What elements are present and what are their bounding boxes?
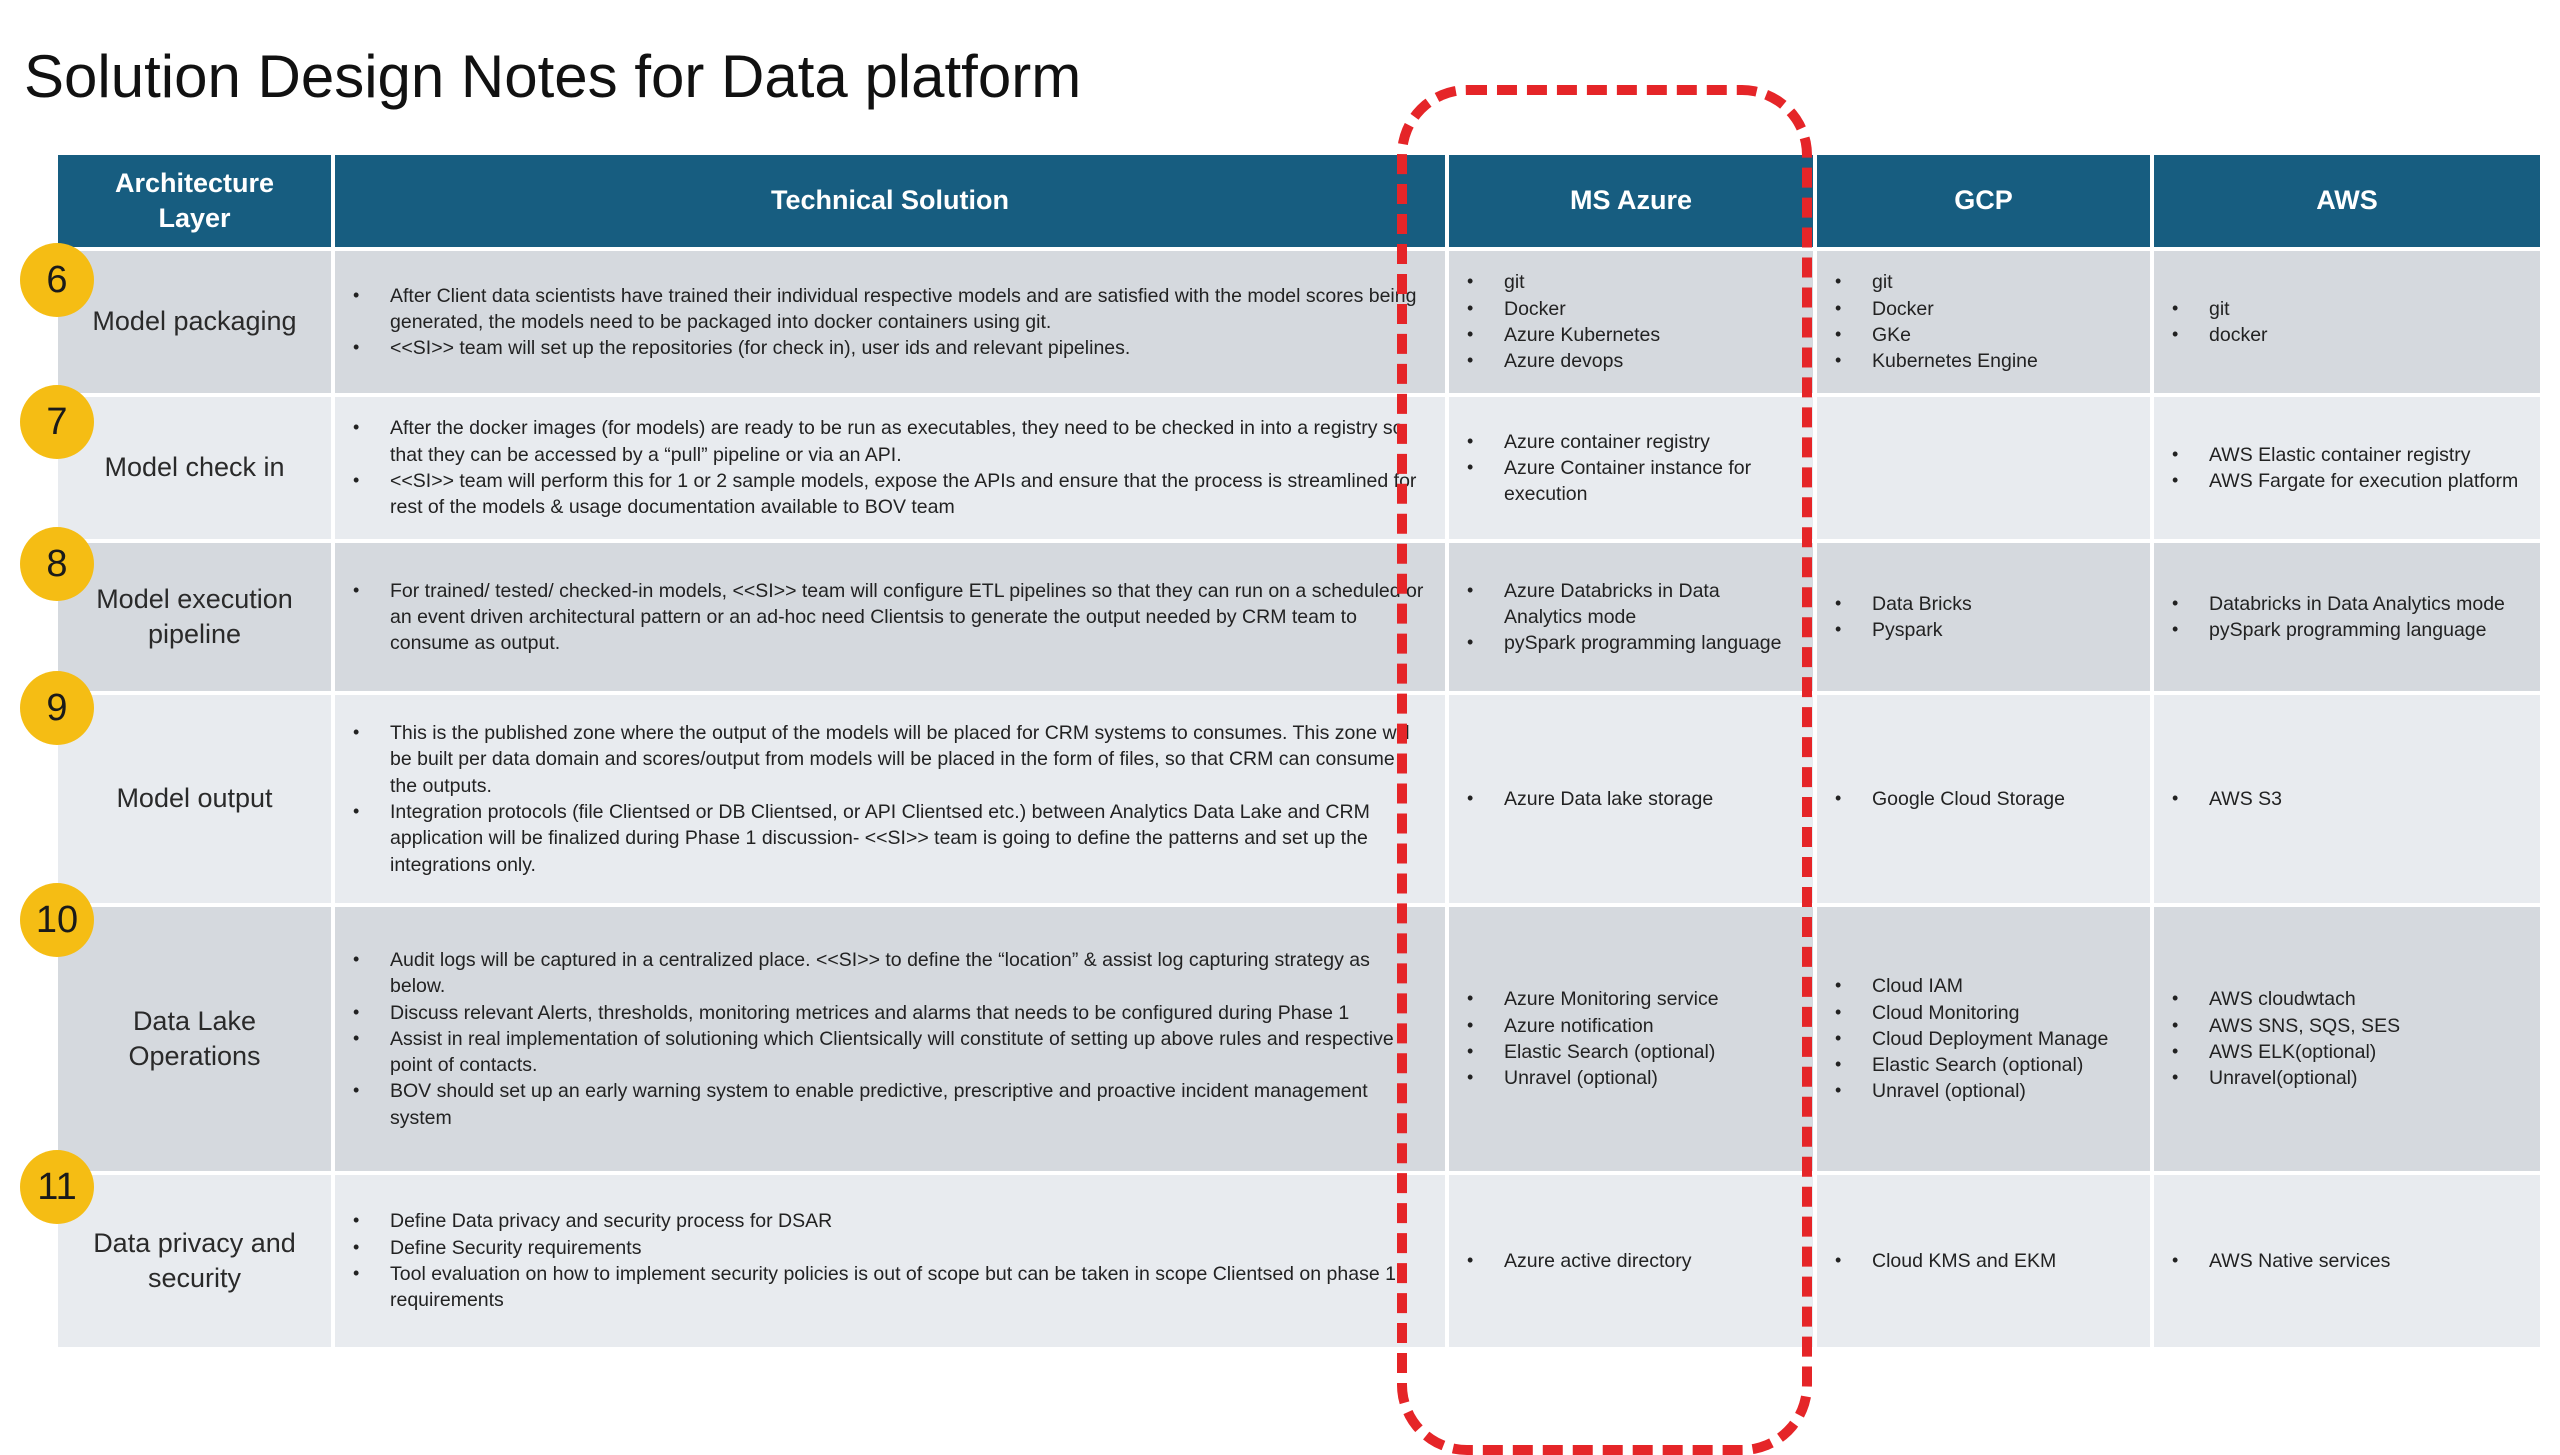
- aws-bullet-list: [2154, 296, 2288, 349]
- step-number-badge: 7: [20, 385, 94, 459]
- bullet-item: • Docker: [1872, 296, 2038, 322]
- bullet-item: • Azure Container instance for execution: [1504, 455, 1793, 508]
- aws-cell: [2154, 543, 2540, 691]
- aws-cell: [2154, 251, 2540, 393]
- bullet-item: • After the docker images (for models) are ready to be run as executables, they need to be checked in into a registry so that they can be accessed by a “pull” pipeline or via an API.: [390, 415, 1425, 468]
- bullet-item: • Docker: [1504, 296, 1660, 322]
- step-number-badge: 9: [20, 671, 94, 745]
- header-ms-azure: MS Azure: [1449, 155, 1813, 247]
- bullet-item: • <<SI>> team will set up the repositories (for check in), user ids and relevant pipelines.: [390, 335, 1425, 361]
- bullet-item: • Audit logs will be captured in a centralized place. <<SI>> to define the “location” & assist log capturing strategy as below.: [390, 947, 1425, 1000]
- solution-bullet-list: [335, 415, 1445, 520]
- solution-bullet-list: [335, 720, 1445, 878]
- azure-cell: [1449, 397, 1813, 539]
- gcp-cell: [1817, 907, 2150, 1171]
- gcp-bullet-list: [1817, 973, 2128, 1105]
- bullet-item: • AWS Fargate for execution platform: [2209, 468, 2518, 494]
- step-number-badge: 11: [20, 1150, 94, 1224]
- bullet-item: • After Client data scientists have trained their individual respective models and are satisfied with the model scores being generated, the models need to be packaged into docker containers using git.: [390, 283, 1425, 336]
- bullet-item: • GKe: [1872, 322, 2038, 348]
- bullet-item: • Tool evaluation on how to implement security policies is out of scope but can be taken in scope Clientsed on phase 1 requirements: [390, 1261, 1425, 1314]
- bullet-item: • Unravel (optional): [1872, 1078, 2108, 1104]
- solution-cell: [335, 1175, 1445, 1347]
- bullet-item: • git: [2209, 296, 2268, 322]
- azure-cell: [1449, 907, 1813, 1171]
- layer-cell: [58, 251, 331, 393]
- azure-bullet-list: [1449, 786, 1733, 812]
- bullet-item: • This is the published zone where the output of the models will be placed for CRM systems to consumes. This zone will be built per data domain and scores/output from models will be placed in the form of files, so that CRM can consume the outputs.: [390, 720, 1425, 799]
- solution-cell: [335, 251, 1445, 393]
- gcp-cell: [1817, 251, 2150, 393]
- layer-cell: [58, 695, 331, 903]
- azure-bullet-list: [1449, 986, 1739, 1091]
- bullet-item: • Integration protocols (file Clientsed or DB Clientsed, or API Clientsed etc.) between Analytics Data Lake and CRM application will be finalized during Phase 1 discussion- <<SI>> team is going to define the patterns and set up the integrations only.: [390, 799, 1425, 878]
- layer-label: Data privacy and: [93, 1227, 296, 1258]
- solution-bullet-list: [335, 1208, 1445, 1313]
- bullet-item: • Discuss relevant Alerts, thresholds, monitoring metrices and alarms that needs to be configured during Phase 1: [390, 1000, 1425, 1026]
- azure-cell: [1449, 1175, 1813, 1347]
- azure-bullet-list: [1449, 269, 1680, 374]
- bullet-item: • AWS cloudwtach: [2209, 986, 2400, 1012]
- bullet-item: • Cloud IAM: [1872, 973, 2108, 999]
- bullet-item: • Elastic Search (optional): [1504, 1039, 1719, 1065]
- bullet-item: • Unravel (optional): [1504, 1065, 1719, 1091]
- bullet-item: • AWS Native services: [2209, 1248, 2390, 1274]
- bullet-item: • Azure notification: [1504, 1013, 1719, 1039]
- aws-bullet-list: [2154, 591, 2525, 644]
- bullet-item: • Pyspark: [1872, 617, 1972, 643]
- bullet-item: • Azure devops: [1504, 348, 1660, 374]
- bullet-item: • AWS S3: [2209, 786, 2282, 812]
- aws-bullet-list: [2154, 786, 2302, 812]
- solution-bullet-list: [335, 283, 1445, 362]
- gcp-bullet-list: [1817, 269, 2058, 374]
- aws-cell: [2154, 1175, 2540, 1347]
- bullet-item: • Define Data privacy and security process for DSAR: [390, 1208, 1425, 1234]
- gcp-cell: [1817, 1175, 2150, 1347]
- bullet-item: • Google Cloud Storage: [1872, 786, 2065, 812]
- bullet-item: • docker: [2209, 322, 2268, 348]
- solution-cell: [335, 907, 1445, 1171]
- layer-cell: [58, 543, 331, 691]
- solution-table: [58, 155, 2524, 1347]
- bullet-item: • Azure Databricks in Data Analytics mode: [1504, 578, 1793, 631]
- bullet-item: • Azure Monitoring service: [1504, 986, 1719, 1012]
- bullet-item: • Elastic Search (optional): [1872, 1052, 2108, 1078]
- solution-bullet-list: [335, 947, 1445, 1131]
- aws-cell: [2154, 397, 2540, 539]
- bullet-item: • Azure active directory: [1504, 1248, 1692, 1274]
- azure-bullet-list: [1449, 429, 1813, 508]
- layer-cell: [58, 1175, 331, 1347]
- aws-cell: [2154, 907, 2540, 1171]
- bullet-item: • Azure container registry: [1504, 429, 1793, 455]
- aws-bullet-list: [2154, 442, 2538, 495]
- bullet-item: • Data Bricks: [1872, 591, 1972, 617]
- slide-title: Solution Design Notes for Data platform: [24, 43, 1082, 110]
- bullet-item: • <<SI>> team will perform this for 1 or 2 sample models, expose the APIs and ensure that the process is streamlined for rest of the models & usage documentation available to BOV team: [390, 468, 1425, 521]
- layer-label: security: [147, 1263, 241, 1293]
- layer-cell: [58, 397, 331, 539]
- gcp-cell: [1817, 397, 2150, 539]
- bullet-item: • pySpark programming language: [2209, 617, 2505, 643]
- gcp-bullet-list: [1817, 591, 1992, 644]
- bullet-item: • Azure Data lake storage: [1504, 786, 1713, 812]
- header-architecture-layer: Architecture Layer: [58, 155, 331, 247]
- bullet-item: • AWS ELK(optional): [2209, 1039, 2400, 1065]
- bullet-item: • Assist in real implementation of solutioning which Clientsically will constitute of setting up above rules and respective point of contacts.: [390, 1026, 1425, 1079]
- bullet-item: • AWS SNS, SQS, SES: [2209, 1013, 2400, 1039]
- solution-cell: [335, 543, 1445, 691]
- bullet-item: • git: [1504, 269, 1660, 295]
- header-aws: AWS: [2154, 155, 2540, 247]
- bullet-item: • AWS Elastic container registry: [2209, 442, 2518, 468]
- solution-bullet-list: [335, 578, 1445, 657]
- step-number-badge: 8: [20, 527, 94, 601]
- bullet-item: • Cloud Deployment Manage: [1872, 1026, 2108, 1052]
- bullet-item: • pySpark programming language: [1504, 630, 1793, 656]
- bullet-item: • git: [1872, 269, 2038, 295]
- layer-label: Model packaging: [92, 306, 297, 337]
- aws-bullet-list: [2154, 986, 2420, 1091]
- layer-label: Model output: [116, 783, 273, 814]
- azure-bullet-list: [1449, 578, 1813, 657]
- solution-cell: [335, 695, 1445, 903]
- bullet-item: • Unravel(optional): [2209, 1065, 2400, 1091]
- aws-bullet-list: [2154, 1248, 2410, 1274]
- layer-label: Data Lake: [132, 1005, 257, 1036]
- header-gcp: GCP: [1817, 155, 2150, 247]
- azure-cell: [1449, 695, 1813, 903]
- aws-cell: [2154, 695, 2540, 903]
- bullet-item: • BOV should set up an early warning system to enable predictive, prescriptive and proactive incident management system: [390, 1078, 1425, 1131]
- header-technical-solution: Technical Solution: [335, 155, 1445, 247]
- bullet-item: • Define Security requirements: [390, 1235, 1425, 1261]
- step-number-badge: 6: [20, 243, 94, 317]
- step-number-badge: 10: [20, 883, 94, 957]
- bullet-item: • Cloud KMS and EKM: [1872, 1248, 2056, 1274]
- azure-cell: [1449, 251, 1813, 393]
- layer-label: Model check in: [104, 452, 285, 483]
- layer-label: pipeline: [147, 619, 242, 649]
- bullet-item: • Databricks in Data Analytics mode: [2209, 591, 2505, 617]
- solution-cell: [335, 397, 1445, 539]
- azure-bullet-list: [1449, 1248, 1712, 1274]
- bullet-item: • Kubernetes Engine: [1872, 348, 2038, 374]
- bullet-item: • Cloud Monitoring: [1872, 1000, 2108, 1026]
- gcp-cell: [1817, 695, 2150, 903]
- gcp-cell: [1817, 543, 2150, 691]
- bullet-item: • Azure Kubernetes: [1504, 322, 1660, 348]
- gcp-bullet-list: [1817, 786, 2085, 812]
- bullet-item: • For trained/ tested/ checked-in models, <<SI>> team will configure ETL pipelines so that they can run on a scheduled or an event driven architectural pattern or an ad-hoc need Clientsis to generate the output needed by CRM team to consume as output.: [390, 578, 1425, 657]
- layer-cell: [58, 907, 331, 1171]
- layer-label: Model execution: [96, 583, 293, 614]
- azure-cell: [1449, 543, 1813, 691]
- gcp-bullet-list: [1817, 1248, 2076, 1274]
- layer-label: Operations: [128, 1041, 261, 1071]
